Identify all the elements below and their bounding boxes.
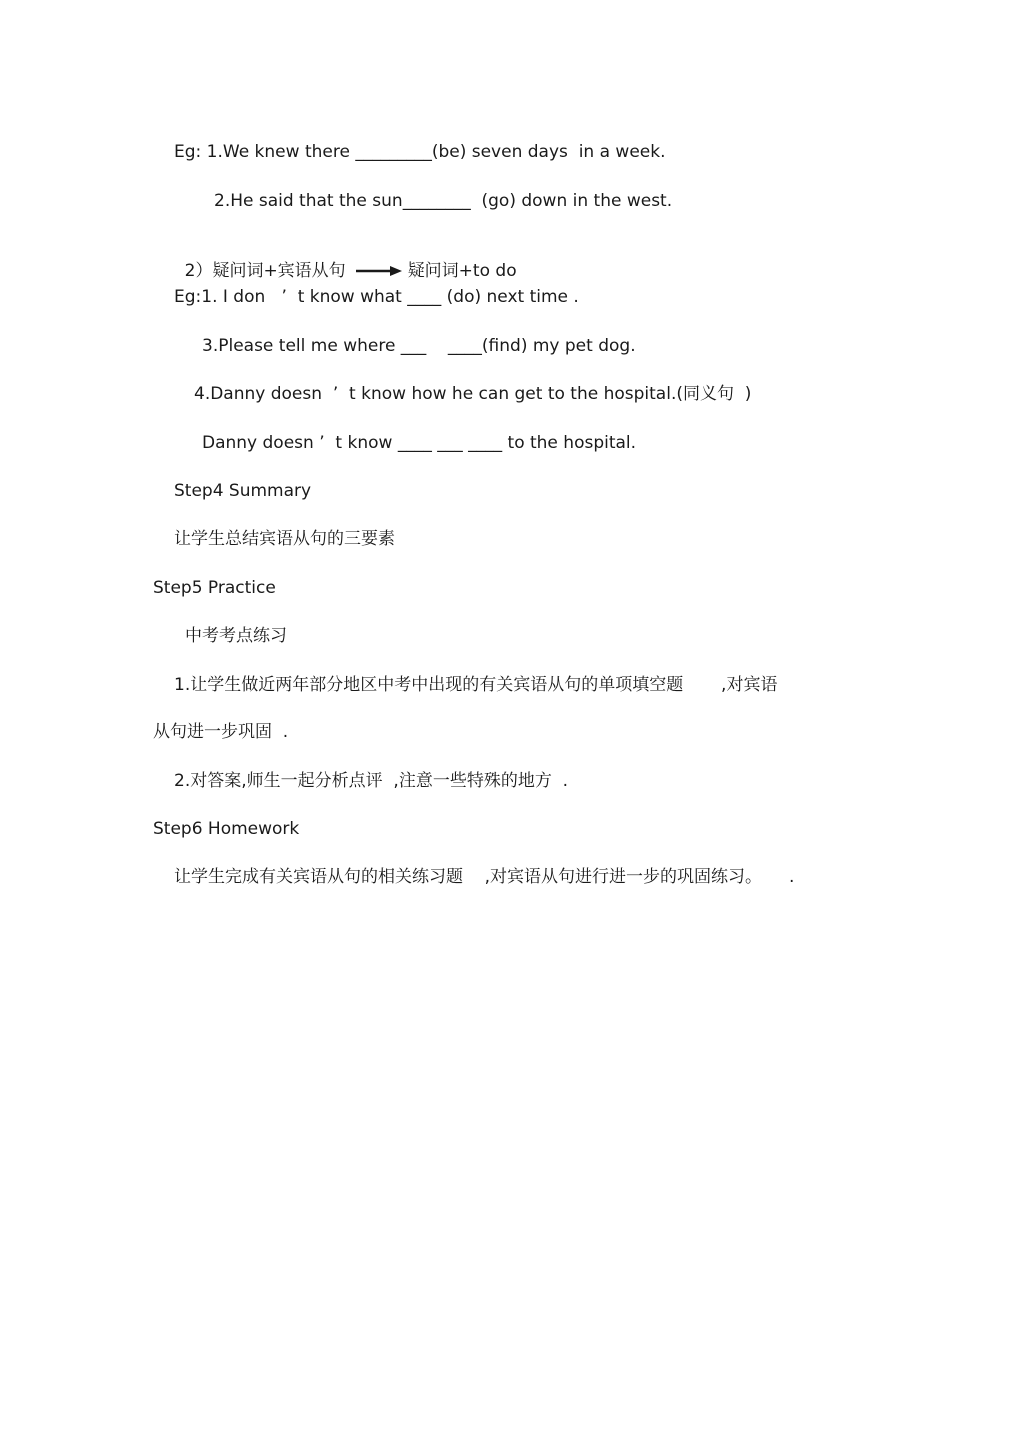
step4-content: 让学生总结宾语从句的三要素 <box>174 529 395 549</box>
step5-item-1-cont: 从句进一步巩固 . <box>153 722 289 742</box>
example-line-5: 4.Danny doesn ’ t know how he can get to the hospital.(同义句 ) <box>194 384 752 404</box>
example-line-6: Danny doesn ’ t know ____ ___ ____ to the hospital. <box>202 433 637 453</box>
step5-heading: Step5 Practice <box>153 578 276 598</box>
rule-left: 2）疑问词+宾语从句 <box>184 261 346 281</box>
example-line-2: 2.He said that the sun________ (go) down in the west. <box>214 191 673 211</box>
step6-heading: Step6 Homework <box>153 819 300 839</box>
right-arrow-icon <box>356 260 402 282</box>
step5-subheading: 中考考点练习 <box>185 626 287 646</box>
rule-right: 疑问词+to do <box>407 261 517 281</box>
example-line-4: 3.Please tell me where ___ ____(find) my pet dog. <box>202 336 636 356</box>
example-line-3: Eg:1. I don ’ t know what ____ (do) next time . <box>174 287 579 307</box>
step5-item-1: 1.让学生做近两年部分地区中考中出现的有关宾语从句的单项填空题 ,对宾语 <box>174 675 778 695</box>
example-line-1: Eg: 1.We knew there _________(be) seven days in a week. <box>174 142 666 162</box>
step6-content: 让学生完成有关宾语从句的相关练习题 ,对宾语从句进行进一步的巩固练习。 . <box>174 867 795 887</box>
step5-item-2: 2.对答案,师生一起分析点评 ,注意一些特殊的地方 . <box>174 771 569 791</box>
step4-heading: Step4 Summary <box>174 481 312 501</box>
